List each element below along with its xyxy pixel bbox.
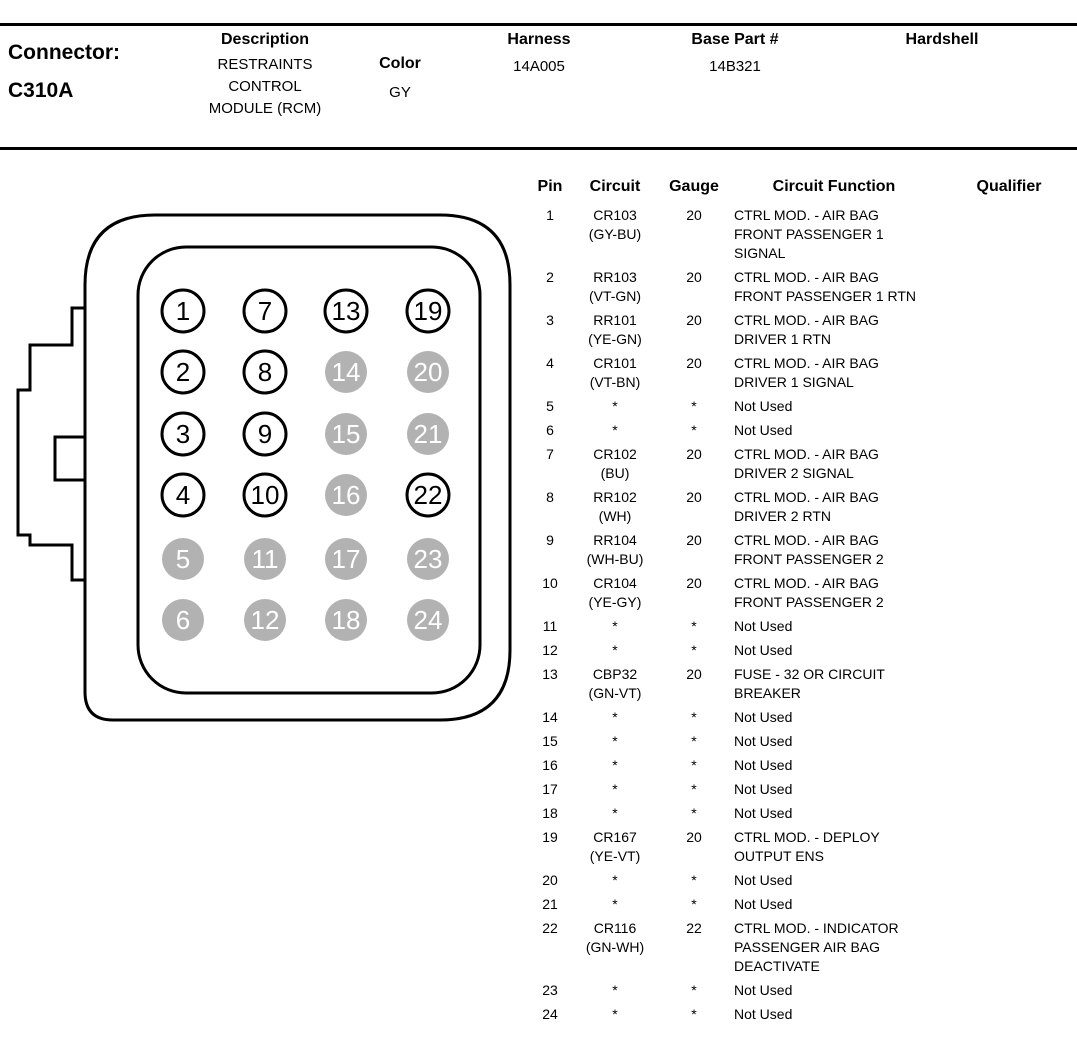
gauge-cell: * [691,642,697,658]
base-part-value: 14B321 [709,58,761,75]
circuit-code: CR167 [593,829,637,845]
pin-number: 13 [331,296,361,326]
pin-number: 10 [250,480,280,510]
circuit-code: RR104 [593,532,637,548]
circuit-cell [570,804,660,823]
table-row [530,311,1077,354]
table-row [530,780,1077,804]
pin-cell: 22 [542,920,558,936]
gauge-cell: 20 [686,207,702,223]
pin-cell: 24 [542,1006,558,1022]
circuit-code: * [612,1006,618,1022]
circuit-code: * [612,398,618,414]
circuit-code: CR101 [593,355,637,371]
gauge-cell: 20 [686,269,702,285]
circuit-color: (YE-VT) [589,848,641,864]
header-hardshell [872,31,1012,49]
header-description [190,31,340,120]
table-row [530,919,1077,981]
harness-label: Harness [507,31,571,48]
connector-id: C310A [8,79,74,102]
pin-cell: 1 [546,207,554,223]
table-row [530,708,1077,732]
function-cell: Not Used [734,1006,793,1022]
function-cell: Not Used [734,982,793,998]
table-row [530,804,1077,828]
function-cell: Not Used [734,872,793,888]
circuit-color: (BU) [600,465,630,481]
function-cell: CTRL MOD. - AIR BAG FRONT PASSENGER 1 RTN [734,269,917,304]
pin-cell: 13 [542,666,558,682]
pin-number: 18 [331,605,361,635]
gauge-cell: * [691,1006,697,1022]
gauge-cell: * [691,618,697,634]
table-row [530,732,1077,756]
pin-number: 6 [175,605,191,635]
pin-number: 23 [413,544,443,574]
gauge-cell: * [691,781,697,797]
circuit-cell [570,871,660,890]
circuit-cell [570,828,660,866]
connector-label: Connector: [8,41,120,64]
circuit-color: (WH-BU) [586,551,644,567]
function-cell: CTRL MOD. - AIR BAG DRIVER 1 RTN [734,312,879,347]
pin-number: 12 [250,605,280,635]
circuit-cell [570,206,660,244]
function-cell: CTRL MOD. - AIR BAG DRIVER 2 SIGNAL [734,446,879,481]
gauge-cell: 20 [686,446,702,462]
circuit-cell [570,531,660,569]
col-header-function: Circuit Function [772,178,896,195]
base-part-label: Base Part # [691,31,779,48]
function-cell: Not Used [734,805,793,821]
gauge-cell: * [691,422,697,438]
description-label: Description [220,31,309,48]
circuit-code: CR116 [593,920,637,936]
gauge-cell: 22 [686,920,702,936]
function-cell: Not Used [734,398,793,414]
pin-number: 3 [175,419,191,449]
pin-cell: 2 [546,269,554,285]
pin-cell: 4 [546,355,554,371]
function-cell: Not Used [734,642,793,658]
function-cell: CTRL MOD. - DEPLOY OUTPUT ENS [734,829,880,864]
function-cell: Not Used [734,618,793,634]
circuit-code: CR102 [593,446,637,462]
pin-cell: 6 [546,422,554,438]
gauge-cell: * [691,805,697,821]
circuit-cell [570,732,660,751]
table-row [530,268,1077,311]
function-cell: CTRL MOD. - AIR BAG DRIVER 1 SIGNAL [734,355,879,390]
pin-number: 24 [413,605,443,635]
circuit-cell [570,445,660,483]
pin-number: 2 [175,357,191,387]
circuit-cell [570,488,660,526]
color-label: Color [379,55,421,72]
connector-body-outline [85,215,510,720]
gauge-cell: * [691,872,697,888]
circuit-code: * [612,422,618,438]
pin-cell: 12 [542,642,558,658]
circuit-cell [570,895,660,914]
circuit-code: * [612,618,618,634]
circuit-code: * [612,805,618,821]
connector-diagram [0,200,520,730]
pin-number: 7 [257,296,273,326]
circuit-color: (GN-VT) [588,685,642,701]
gauge-cell: * [691,398,697,414]
function-cell: Not Used [734,709,793,725]
circuit-code: * [612,982,618,998]
pin-cell: 17 [542,781,558,797]
pin-cell: 18 [542,805,558,821]
pin-number: 21 [413,419,443,449]
table-row [530,617,1077,641]
top-divider [0,23,1077,26]
pin-number: 1 [175,296,191,326]
table-row [530,421,1077,445]
circuit-cell [570,397,660,416]
pin-number: 16 [331,480,361,510]
header-divider [0,147,1077,150]
circuit-cell [570,708,660,727]
header-color [355,55,445,104]
pin-cell: 3 [546,312,554,328]
circuit-color: (YE-GN) [588,331,642,347]
pin-number: 22 [413,480,443,510]
pin-cell: 10 [542,575,558,591]
table-row [530,1005,1077,1029]
gauge-cell: 20 [686,666,702,682]
table-row [530,574,1077,617]
function-cell: Not Used [734,896,793,912]
circuit-code: * [612,733,618,749]
gauge-cell: 20 [686,829,702,845]
circuit-code: RR102 [593,489,637,505]
hardshell-label: Hardshell [905,31,979,48]
circuit-code: * [612,872,618,888]
circuit-cell [570,756,660,775]
circuit-cell [570,981,660,1000]
pin-cell: 8 [546,489,554,505]
col-header-qualifier: Qualifier [976,178,1042,195]
circuit-cell [570,1005,660,1024]
gauge-cell: 20 [686,489,702,505]
pin-number: 8 [257,357,273,387]
circuit-color: (VT-GN) [588,288,642,304]
table-row [530,756,1077,780]
gauge-cell: 20 [686,355,702,371]
circuit-color: (GY-BU) [588,226,642,242]
function-cell: FUSE - 32 OR CIRCUIT BREAKER [734,666,885,701]
table-row [530,641,1077,665]
pin-cell: 20 [542,872,558,888]
pin-cell: 11 [542,618,558,634]
table-row [530,828,1077,871]
pin-number: 11 [251,544,279,574]
table-row [530,206,1077,268]
color-value: GY [389,84,411,101]
function-cell: Not Used [734,733,793,749]
circuit-color: (YE-GY) [588,594,642,610]
circuit-cell [570,311,660,349]
pin-cell: 16 [542,757,558,773]
circuit-code: * [612,642,618,658]
circuit-code: RR101 [593,312,637,328]
pin-cell: 23 [542,982,558,998]
circuit-code: CR104 [593,575,637,591]
circuit-cell [570,641,660,660]
pin-cell: 9 [546,532,554,548]
function-cell: CTRL MOD. - AIR BAG FRONT PASSENGER 2 [734,575,884,610]
circuit-color: (WH) [598,508,632,524]
pin-cell: 7 [546,446,554,462]
gauge-cell: * [691,709,697,725]
pin-table [530,178,1077,1029]
pin-number: 4 [175,480,191,510]
table-row [530,488,1077,531]
function-cell: CTRL MOD. - INDICATOR PASSENGER AIR BAG DEACTIVATE [734,920,899,974]
pin-number: 9 [257,419,273,449]
circuit-color: (VT-BN) [589,374,641,390]
table-row [530,981,1077,1005]
circuit-color: (GN-WH) [585,939,645,955]
gauge-cell: 20 [686,575,702,591]
function-cell: Not Used [734,422,793,438]
circuit-code: * [612,757,618,773]
circuit-cell [570,919,660,957]
connector-title [8,34,120,110]
header-harness [479,31,599,78]
description-value: RESTRAINTS CONTROL MODULE (RCM) [208,56,322,117]
table-row [530,665,1077,708]
connector-keyway [55,437,85,480]
circuit-code: * [612,709,618,725]
pin-number: 17 [331,544,361,574]
circuit-cell [570,617,660,636]
table-row [530,895,1077,919]
circuit-cell [570,665,660,703]
table-header-row [530,178,1077,196]
function-cell: CTRL MOD. - AIR BAG FRONT PASSENGER 2 [734,532,884,567]
function-cell: CTRL MOD. - AIR BAG DRIVER 2 RTN [734,489,879,524]
col-header-circuit: Circuit [589,178,641,195]
circuit-code: * [612,781,618,797]
table-row [530,354,1077,397]
circuit-code: CBP32 [592,666,638,682]
function-cell: Not Used [734,757,793,773]
gauge-cell: * [691,733,697,749]
circuit-code: CR103 [593,207,637,223]
circuit-cell [570,574,660,612]
pin-cell: 21 [542,896,558,912]
table-row [530,397,1077,421]
pin-cell: 19 [542,829,558,845]
pin-cell: 15 [542,733,558,749]
circuit-cell [570,780,660,799]
col-header-pin: Pin [537,178,563,195]
circuit-cell [570,268,660,306]
pin-number: 14 [331,357,361,387]
pin-number: 5 [175,544,191,574]
circuit-cell [570,421,660,440]
function-cell: Not Used [734,781,793,797]
pin-cell: 14 [542,709,558,725]
pin-cell: 5 [546,398,554,414]
circuit-code: RR103 [593,269,637,285]
pin-number: 20 [413,357,443,387]
function-cell: CTRL MOD. - AIR BAG FRONT PASSENGER 1 SIGNAL [734,207,884,261]
col-header-gauge: Gauge [669,178,719,195]
harness-value: 14A005 [513,58,565,75]
table-row [530,871,1077,895]
pin-number: 19 [413,296,443,326]
table-row [530,445,1077,488]
table-body [530,206,1077,1029]
gauge-cell: * [691,982,697,998]
gauge-cell: * [691,757,697,773]
table-row [530,531,1077,574]
gauge-cell: 20 [686,312,702,328]
gauge-cell: 20 [686,532,702,548]
circuit-code: * [612,896,618,912]
header-base-part [665,31,805,78]
gauge-cell: * [691,896,697,912]
pin-number: 15 [331,419,361,449]
circuit-cell [570,354,660,392]
